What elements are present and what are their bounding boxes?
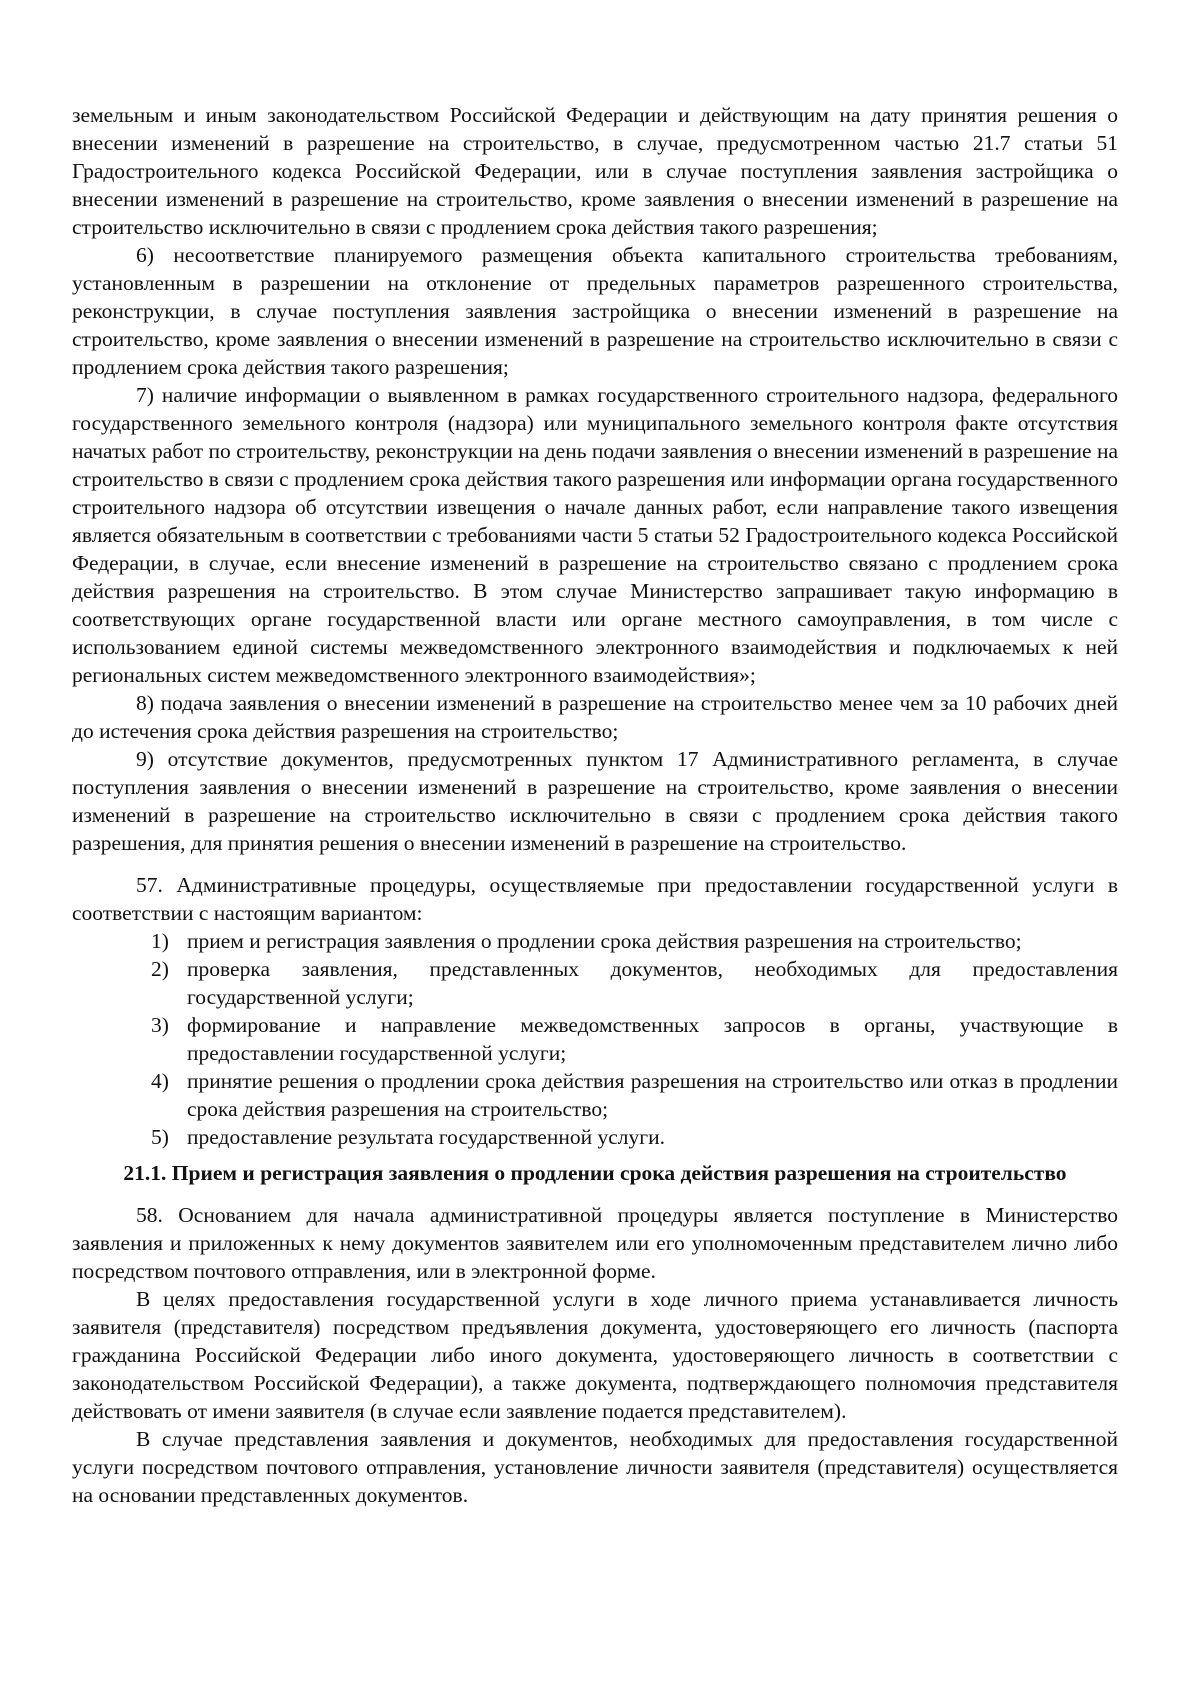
list-item-text: предоставление результата государственной услуги. bbox=[187, 1125, 665, 1149]
list-item-text: формирование и направление межведомственных запросов в органы, участвующие в предоставлении государственной услуги; bbox=[187, 1013, 1118, 1065]
paragraph-item-8: 8) подача заявления о внесении изменений в разрешение на строительство менее чем за 10 рабочих дней до истечения срока действия разрешения на строительство; bbox=[72, 691, 1118, 743]
paragraph-58: 58. Основанием для начала административной процедуры является поступление в Министерство заявления и приложенных к нему документов заявителем или его уполномоченным представителем лично либо посредством почтового отправления, или в электронной форме. bbox=[72, 1203, 1118, 1283]
list-item bbox=[72, 1123, 1118, 1151]
list-item-number: 3) bbox=[151, 1013, 169, 1037]
list-item-number: 1) bbox=[151, 929, 169, 953]
paragraph-item-9: 9) отсутствие документов, предусмотренных пунктом 17 Административного регламента, в случае поступления заявления о внесении изменений в разрешение на строительство, кроме заявления о внесении изменений в разрешение на строительство исключительно в связи с продлением срока действия такого разрешения, для принятия решения о внесении изменений в разрешение на строительство. bbox=[72, 747, 1118, 855]
paragraph-identity-check: В целях предоставления государственной услуги в ходе личного приема устанавливается личность заявителя (представителя) посредством предъявления документа, удостоверяющего его личность (паспорта гражданина Российской Федерации либо иного документа, удостоверяющего личность в соответствии с законодательством Российской Федерации), а также документа, подтверждающего полномочия представителя действовать от имени заявителя (в случае если заявление подается представителем). bbox=[72, 1287, 1118, 1423]
list-item bbox=[72, 927, 1118, 955]
paragraph-57-intro: 57. Административные процедуры, осуществляемые при предоставлении государственной услуги в соответствии с настоящим вариантом: bbox=[72, 873, 1118, 925]
list-item bbox=[72, 1067, 1118, 1123]
list-item-number: 4) bbox=[151, 1069, 169, 1093]
list-item bbox=[72, 955, 1118, 1011]
list-item-number: 5) bbox=[151, 1125, 169, 1149]
procedures-list bbox=[72, 927, 1118, 1151]
list-item-text: прием и регистрация заявления о продлении срока действия разрешения на строительство; bbox=[187, 929, 1022, 953]
section-heading: 21.1. Прием и регистрация заявления о продлении срока действия разрешения на строительство bbox=[123, 1161, 1067, 1185]
list-item-text: проверка заявления, представленных документов, необходимых для предоставления государственной услуги; bbox=[187, 957, 1118, 1009]
list-item-text: принятие решения о продлении срока действия разрешения на строительство или отказ в продлении срока действия разрешения на строительство; bbox=[187, 1069, 1118, 1121]
paragraph-item-7: 7) наличие информации о выявленном в рамках государственного строительного надзора, федерального государственного земельного контроля (надзора) или муниципального земельного контроля факте отсутствия начатых работ по строительству, реконструкции на день подачи заявления о внесении изменений в разрешение на строительство в связи с продлением срока действия такого разрешения или информации органа государственного строительного надзора об отсутствии извещения о начале данных работ, если направление такого извещения является обязательным в соответствии с требованиями части 5 статьи 52 Градостроительного кодекса Российской Федерации, в случае, если внесение изменений в разрешение на строительство связано с продлением срока действия разрешения на строительство. В этом случае Министерство запрашивает такую информацию в соответствующих органе государственной власти или органе местного самоуправления, в том числе с использованием единой системы межведомственного электронного взаимодействия и подключаемых к ней региональных систем межведомственного электронного взаимодействия»; bbox=[72, 383, 1118, 687]
list-item-number: 2) bbox=[151, 957, 169, 981]
paragraph-postal-submission: В случае представления заявления и документов, необходимых для предоставления государственной услуги посредством почтового отправления, установление личности заявителя (представителя) осуществляется на основании представленных документов. bbox=[72, 1427, 1118, 1507]
list-item bbox=[72, 1011, 1118, 1067]
paragraph-item-6: 6) несоответствие планируемого размещения объекта капитального строительства требованиям, установленным в разрешении на отклонение от предельных параметров разрешенного строительства, реконструкции, в случае поступления заявления застройщика о внесении изменений в разрешение на строительство, кроме заявления о внесении изменений в разрешение на строительство исключительно в связи с продлением срока действия такого разрешения; bbox=[72, 243, 1118, 379]
paragraph-continuation: земельным и иным законодательством Российской Федерации и действующим на дату принятия решения о внесении изменений в разрешение на строительство, в случае, предусмотренном частью 21.7 статьи 51 Градостроительного кодекса Российской Федерации, или в случае поступления заявления застройщика о внесении изменений в разрешение на строительство, кроме заявления о внесении изменений в разрешение на строительство исключительно в связи с продлением срока действия такого разрешения; bbox=[72, 103, 1118, 239]
